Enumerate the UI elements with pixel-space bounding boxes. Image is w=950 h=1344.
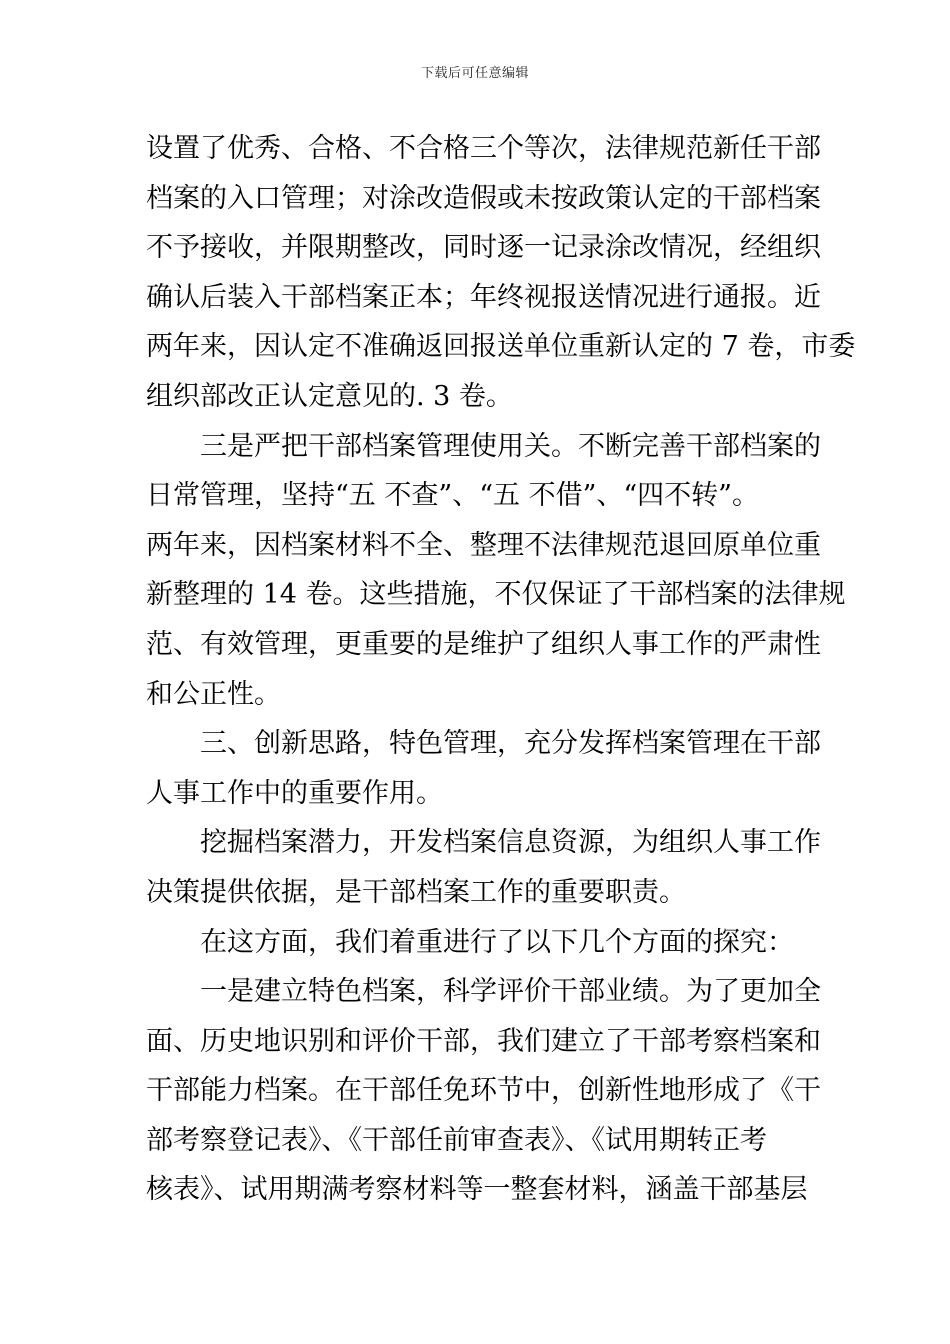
text-line: 不予接收，并限期整改，同时逐一记录涂改情况，经组织: [146, 232, 821, 264]
paragraph-first-line: 一是建立特色档案，科学评价干部业绩。为了更加全: [200, 976, 821, 1008]
text-line: 和公正性。: [146, 678, 281, 710]
text-line: 档案的入口管理；对涂改造假或未按政策认定的干部档案: [146, 182, 821, 214]
text-line: 组织部改正认定意见的. 3 卷。: [146, 380, 513, 412]
paragraph-first-line: 在这方面，我们着重进行了以下几个方面的探究：: [200, 926, 794, 958]
text-line: 核表》、试用期满考察材料等一整套材料，涵盖干部基层: [146, 1174, 808, 1206]
text-line: 部考察登记表》、《干部任前审查表》、《试用期转正考: [146, 1124, 767, 1156]
section-heading-line: 三、创新思路，特色管理，充分发挥档案管理在干部: [200, 728, 821, 760]
text-line: 两年来，因认定不准确返回报送单位重新认定的 7 卷，市委: [146, 331, 856, 363]
text-line: 决策提供依据，是干部档案工作的重要职责。: [146, 876, 686, 908]
text-line: 面、历史地识别和评价干部，我们建立了干部考察档案和: [146, 1025, 821, 1057]
paragraph-first-line: 三是严把干部档案管理使用关。不断完善干部档案的: [200, 430, 821, 462]
text-line: 确认后装入干部档案正本；年终视报送情况进行通报。近: [146, 281, 821, 313]
header-note: 下载后可任意编辑: [420, 66, 529, 81]
text-line: 干部能力档案。在干部任免环节中，创新性地形成了《干: [146, 1075, 821, 1107]
section-heading-line: 人事工作中的重要作用。: [146, 777, 443, 809]
text-line: 日常管理，坚持“五 不查”、“五 不借”、“四不转”。: [146, 480, 759, 512]
text-line: 新整理的 14 卷。这些措施，不仅保证了干部档案的法律规: [146, 579, 846, 611]
paragraph-first-line: 挖掘档案潜力，开发档案信息资源，为组织人事工作: [200, 827, 821, 859]
text-line: 范、有效管理，更重要的是维护了组织人事工作的严肃性: [146, 628, 821, 660]
body-text: [146, 124, 856, 1215]
text-line: 设置了优秀、合格、不合格三个等次，法律规范新任干部: [146, 133, 821, 164]
text-line: 两年来，因档案材料不全、整理不法律规范退回原单位重: [146, 529, 821, 561]
